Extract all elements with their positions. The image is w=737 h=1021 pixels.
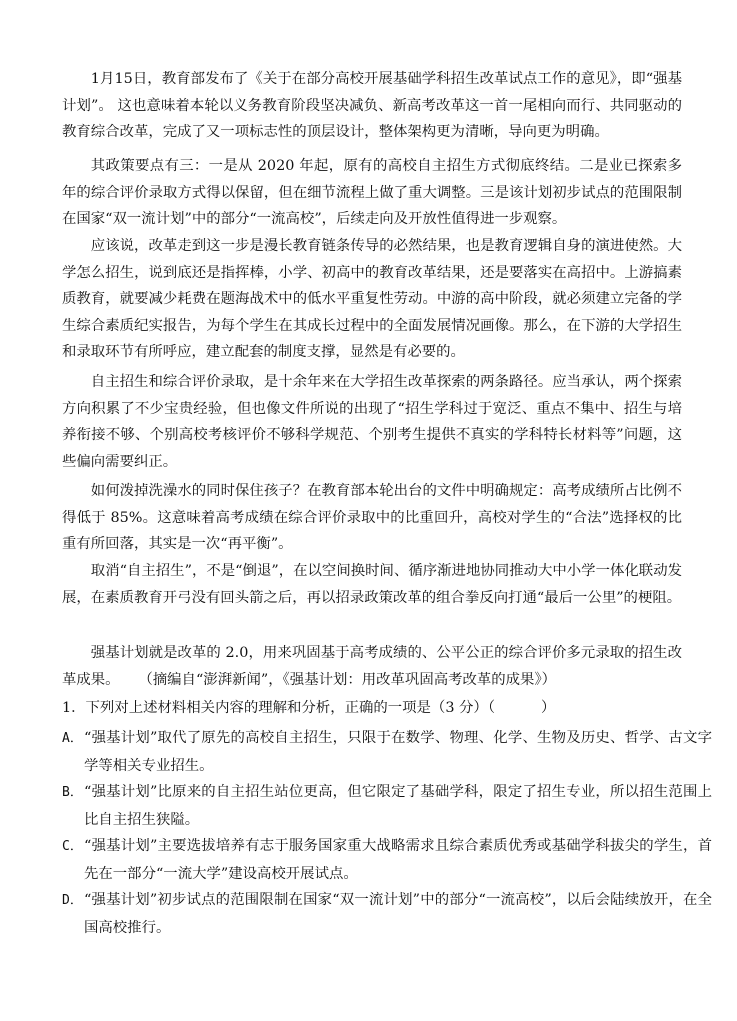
source-citation: （摘编自“澎湃新闻”，《强基计划：用改革巩固高考改革的成果》） <box>145 671 557 688</box>
option-b-label: B． <box>62 785 83 800</box>
option-d[interactable] <box>62 887 712 941</box>
passage-paragraph-3: 应该说，改革走到这一步是漫长教育链条传导的必然结果，也是教育逻辑自身的演进使然。大学怎么招生，说到底还是指挥棒，小学、初高中的教育改革结果，还是要落实在高招中。上游搞素质教育，就要减少耗费在题海战术中的低水平重复性劳动。中游的高中阶段，就必须建立完备的学生综合素质纪实报告，为每个学生在其成长过程中的全面发展情况画像。那么，在下游的大学招生和录取环节有所呼应，建立配套的制度支撑，显然是有必要的。 <box>62 238 682 361</box>
passage-paragraph-4: 自主招生和综合评价录取，是十余年来在大学招生改革探索的两条路径。应当承认，两个探索方向积累了不少宝贵经验，但也像文件所说的出现了“招生学科过于宽泛、重点不集中、招生与培养衔接不够、个别高校考核评价不够科学规范、个别考生提供不真实的学科特长材料等”问题，这些偏向需要纠正。 <box>62 374 682 470</box>
option-a[interactable] <box>62 725 712 779</box>
question-stem-end: ） <box>541 700 556 716</box>
passage-paragraph-7-text: 强基计划就是改革的 2.0，用来巩固基于高考成绩的、公平公正的综合评价多元录取的招生改革成果。 <box>62 645 682 688</box>
option-b-text: “强基计划”比原来的自主招生站位更高，但它限定了基础学科，限定了招生专业，所以招生范围上比自主招生狭隘。 <box>84 784 712 828</box>
option-b[interactable] <box>62 779 712 833</box>
passage-paragraph-7 <box>62 640 682 693</box>
option-c-text: “强基计划”主要选拔培养有志于服务国家重大战略需求且综合素质优秀或基础学科拔尖的学生，首先在一部分“一流大学”建设高校开展试点。 <box>84 838 712 882</box>
option-d-text: “强基计划”初步试点的范围限制在国家“双一流计划”中的部分“一流高校”，以后会陆续放开，在全国高校推行。 <box>84 892 712 936</box>
option-c-label: C． <box>62 839 83 854</box>
question-stem <box>62 695 690 722</box>
option-c[interactable] <box>62 833 712 887</box>
option-a-text: “强基计划”取代了原先的高校自主招生，只限于在数学、物理、化学、生物及历史、哲学、古文字学等相关专业招生。 <box>84 730 712 774</box>
passage-paragraph-1: 1月15日，教育部发布了《关于在部分高校开展基础学科招生改革试点工作的意见》，即“强基计划”。 这也意味着本轮以义务教育阶段坚决减负、新高考改革这一首一尾相向而行、共同驱动的教育综合改革，完成了又一项标志性的顶层设计，整体架构更为清晰，导向更为明确。 <box>62 71 682 141</box>
option-a-label: A． <box>62 731 83 746</box>
passage-paragraph-5: 如何泼掉洗澡水的同时保住孩子？在教育部本轮出台的文件中明确规定：高考成绩所占比例不得低于 85%。这意味着高考成绩在综合评价录取中的比重回升，高校对学生的“合法”选择权的比重有所回落，其实是一次“再平衡”。 <box>62 483 682 553</box>
passage-paragraph-6: 取消“自主招生”，不是“倒退”，在以空间换时间、循序渐进地协同推动大中小学一体化联动发展，在素质教育开弓没有回头箭之后，再以招录政策改革的组合拳反向打通“最后一公里”的梗阻。 <box>62 563 682 606</box>
question-stem-text: 1．下列对上述材料相关内容的理解和分析，正确的一项是（3 分）（ <box>62 700 496 716</box>
passage-paragraph-2: 其政策要点有三：一是从 2020 年起，原有的高校自主招生方式彻底终结。二是业已探索多年的综合评价录取方式得以保留，但在细节流程上做了重大调整。三是该计划初步试点的范围限制在国家“双一流计划”中的部分“一流高校”，后续走向及开放性值得进一步观察。 <box>62 158 682 228</box>
option-d-label: D． <box>62 893 83 908</box>
